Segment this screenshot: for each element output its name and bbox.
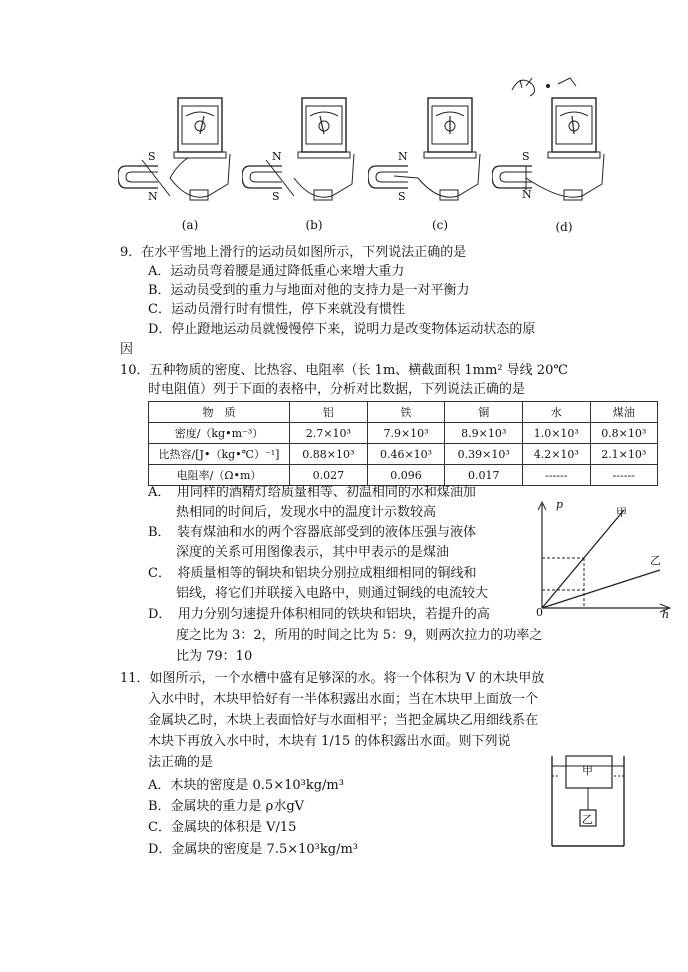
table-cell: 0.39×10³ [445,444,523,465]
q9-option-c: C．运动员滑行时有惯性，停下来就没有惯性 [148,302,405,317]
apparatus-figures [118,84,598,240]
q11-line3: 金属块乙时，木块上表面恰好与水面相平；当把金属块乙用细线系在 [148,713,539,728]
table-cell: 2.7×10³ [290,423,368,444]
table-cell: 0.017 [445,465,523,486]
q11-option-d: D．金属块的密度是 7.5×10³kg/m³ [148,842,358,857]
q10-option-b-line1: B． 装有煤油和水的两个容器底部受到的液体压强与液体 [148,525,477,540]
q10-option-d-line3: 比为 79：10 [176,649,253,664]
origin-label: 0 [536,606,543,619]
table-header: 铜 [445,402,523,423]
pole-top-label: S [148,150,156,163]
block-jia-label: 甲 [582,764,593,777]
pressure-depth-graph [528,496,678,626]
line-yi-label: 乙 [650,554,661,567]
q9-option-a: A．运动员弯着腰是通过降低重心来增大重力 [148,264,405,279]
table-header: 物 质 [149,402,290,423]
pole-bottom-label: S [398,190,406,203]
table-cell: 8.9×10³ [445,423,523,444]
table-header: 煤油 [590,402,657,423]
water-tank-figure [548,754,628,850]
table-row [149,444,658,465]
q9-option-b: B．运动员受到的重力与地面对他的支持力是一对平衡力 [148,283,470,298]
q9-option-d: D．停止蹬地运动员就慢慢停下来，说明力是改变物体运动状态的原 [148,322,536,337]
table-header: 铝 [290,402,368,423]
table-cell: 1.0×10³ [523,423,590,444]
table-cell: 电阻率/（Ω•m） [149,465,290,486]
q10-stem-line1: 10．五种物质的密度、比热容、电阻率（长 1m、横截面积 1mm² 导线 20℃ [120,363,568,378]
q10-option-a-line1: A． 用同样的酒精灯给质量相等、初温相同的水和煤油加 [148,485,476,500]
figure-caption: (a) [181,218,199,232]
table-header-row [149,402,658,423]
figure-b [242,84,362,240]
q11-line1: 11．如图所示，一个水槽中盛有足够深的水。将一个体积为 V 的木块甲放 [120,671,545,686]
q10-option-d-line1: D． 用力分别匀速提升体积相同的铁块和铝块，若提升的高 [148,607,490,622]
block-yi-label: 乙 [582,813,593,826]
q10-stem-line2: 时电阻值）列于下面的表格中，分析对比数据，下列说法正确的是 [148,382,526,397]
pole-bottom-label: N [148,190,158,203]
figure-caption: (d) [555,220,573,234]
figure-caption: (c) [431,218,449,232]
figure-a [118,84,238,240]
pole-top-label: N [398,150,408,163]
table-cell: 7.9×10³ [367,423,445,444]
q11-line4: 木块下再放入水中时，木块有 1/15 的体积露出水面。则下列说 [148,734,511,749]
table-cell: 0.096 [367,465,445,486]
table-cell: 0.027 [290,465,368,486]
q10-option-a-line2: 热相同的时间后，发现水中的温度计示数较高 [176,505,437,520]
y-axis-label: p [556,498,564,511]
line-jia-label: 甲 [616,506,627,519]
table-cell: 密度/（kg•m⁻³） [149,423,290,444]
q11-option-c: C．金属块的体积是 V/15 [148,820,297,835]
q11-line5: 法正确的是 [148,755,214,770]
q11-line2: 入水中时，木块甲恰好有一半体积露出水面；当在木块甲上面放一个 [148,692,539,707]
table-row [149,423,658,444]
table-header: 水 [523,402,590,423]
table-header: 铁 [367,402,445,423]
table-cell: 0.8×10³ [590,423,657,444]
q10-option-c-line1: C． 将质量相等的铜块和铝块分别拉成粗细相同的铜线和 [148,566,477,581]
q11-option-b: B．金属块的重力是 ρ水gV [148,799,305,814]
table-cell: 2.1×10³ [590,444,657,465]
pole-bottom-label: N [522,188,532,201]
q9-stem: 9．在水平雪地上滑行的运动员如图所示，下列说法正确的是 [120,245,467,260]
figure-caption: (b) [305,218,323,232]
pole-bottom-label: S [272,190,280,203]
pole-top-label: S [522,150,530,163]
x-axis-label: h [662,608,670,621]
pole-top-label: N [272,150,282,163]
properties-table [148,401,658,486]
table-cell: ------ [590,465,657,486]
q10-option-c-line2: 铝线，将它们并联接入电路中，则通过铜线的电流较大 [176,586,489,601]
figure-d [492,70,612,242]
table-cell: ------ [523,465,590,486]
table-cell: 4.2×10³ [523,444,590,465]
q10-option-d-line2: 度之比为 3：2，所用的时间之比为 5：9，则两次拉力的功率之 [176,628,543,643]
table-cell: 比热容/[J•（kg•℃）⁻¹] [149,444,290,465]
table-cell: 0.46×10³ [367,444,445,465]
figure-c [368,84,488,240]
q11-option-a: A．木块的密度是 0.5×10³kg/m³ [148,778,344,793]
table-cell: 0.88×10³ [290,444,368,465]
q10-option-b-line2: 深度的关系可用图像表示，其中甲表示的是煤油 [176,545,450,560]
q9-option-d-tail: 因 [120,342,134,357]
